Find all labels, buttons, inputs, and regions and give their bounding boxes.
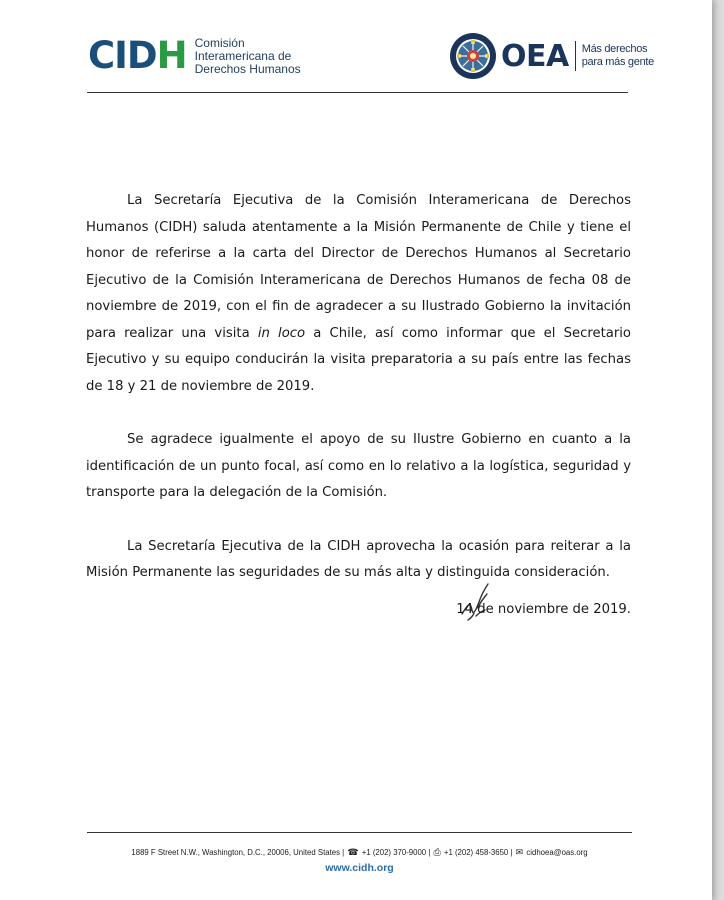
paragraph-1-text-b: a Chile, así como informar que el Secretario Ejecutivo y su equipo conducirán la visita preparatoria a su país entre las fechas de 18 y 21 de noviembre de 2019. <box>86 325 632 394</box>
oea-tagline-line-2: para más gente <box>581 56 654 68</box>
cidh-logo-mark: CIDH <box>88 34 187 77</box>
letter-date: 14 de noviembre de 2019. <box>456 602 631 617</box>
footer-separator: | <box>342 848 347 857</box>
letter-paragraph-3: La Secretaría Ejecutiva de la CIDH aprovecha la ocasión para reiterar a la Misión Permanente las seguridades de su más alta y distinguida consideración. <box>86 538 631 580</box>
phone-icon: ☎ <box>347 847 359 857</box>
footer-email[interactable]: cidhoea@oas.org <box>526 848 588 857</box>
oea-logo-text: OEA <box>501 38 569 74</box>
cidh-name-line-1: Comisión <box>194 35 245 50</box>
oea-tagline <box>582 43 654 69</box>
footer-divider <box>87 832 632 833</box>
header-divider <box>87 92 628 93</box>
footer-phone: +1 (202) 370-9000 <box>361 848 427 857</box>
cidh-full-name <box>195 37 301 76</box>
footer-website-link[interactable]: www.cidh.org <box>325 862 394 874</box>
oea-tagline-line-1: Más derechos <box>581 43 648 55</box>
cidh-name-line-3: Derechos Humanos <box>194 61 301 76</box>
footer-fax: +1 (202) 458-3650 <box>443 848 509 857</box>
fax-icon: ⎙ <box>433 847 441 857</box>
cidh-logo <box>88 36 301 76</box>
letter-paragraph-2: Se agradece igualmente el apoyo de su Ilustre Gobierno en cuanto a la identificación de un punto focal, así como en lo relativo a la logística, seguridad y transporte para la delegación de la Comisión. <box>86 432 631 500</box>
letter-body <box>86 188 631 614</box>
oea-logo-divider <box>575 41 576 71</box>
footer-separator: | <box>428 848 433 857</box>
paragraph-1-italic: in loco <box>257 325 306 341</box>
footer-separator: | <box>510 848 515 857</box>
footer-contact <box>87 847 632 858</box>
footer-address: 1889 F Street N.W., Washington, D.C., 20006, United States <box>131 848 340 857</box>
oea-logo <box>449 32 654 80</box>
cidh-name-line-2: Interamericana de <box>194 48 292 63</box>
oea-seal-icon <box>449 32 497 80</box>
paragraph-1-text-a: La Secretaría Ejecutiva de la Comisión Interamericana de Derechos Humanos (CIDH) saluda atentamente a la Misión Permanente de Chile y tiene el honor de referirse a la carta del Director de Derechos Humanos al Secretario Ejecutivo de la Comisión Interamericana de Derechos Humanos de fecha 08 de noviembre de 2019, con el fin de agradecer a su Ilustrado Gobierno la invitación para realizar una visita <box>86 193 631 341</box>
envelope-icon: ✉ <box>515 847 524 857</box>
letter-paragraph-1 <box>86 188 631 400</box>
